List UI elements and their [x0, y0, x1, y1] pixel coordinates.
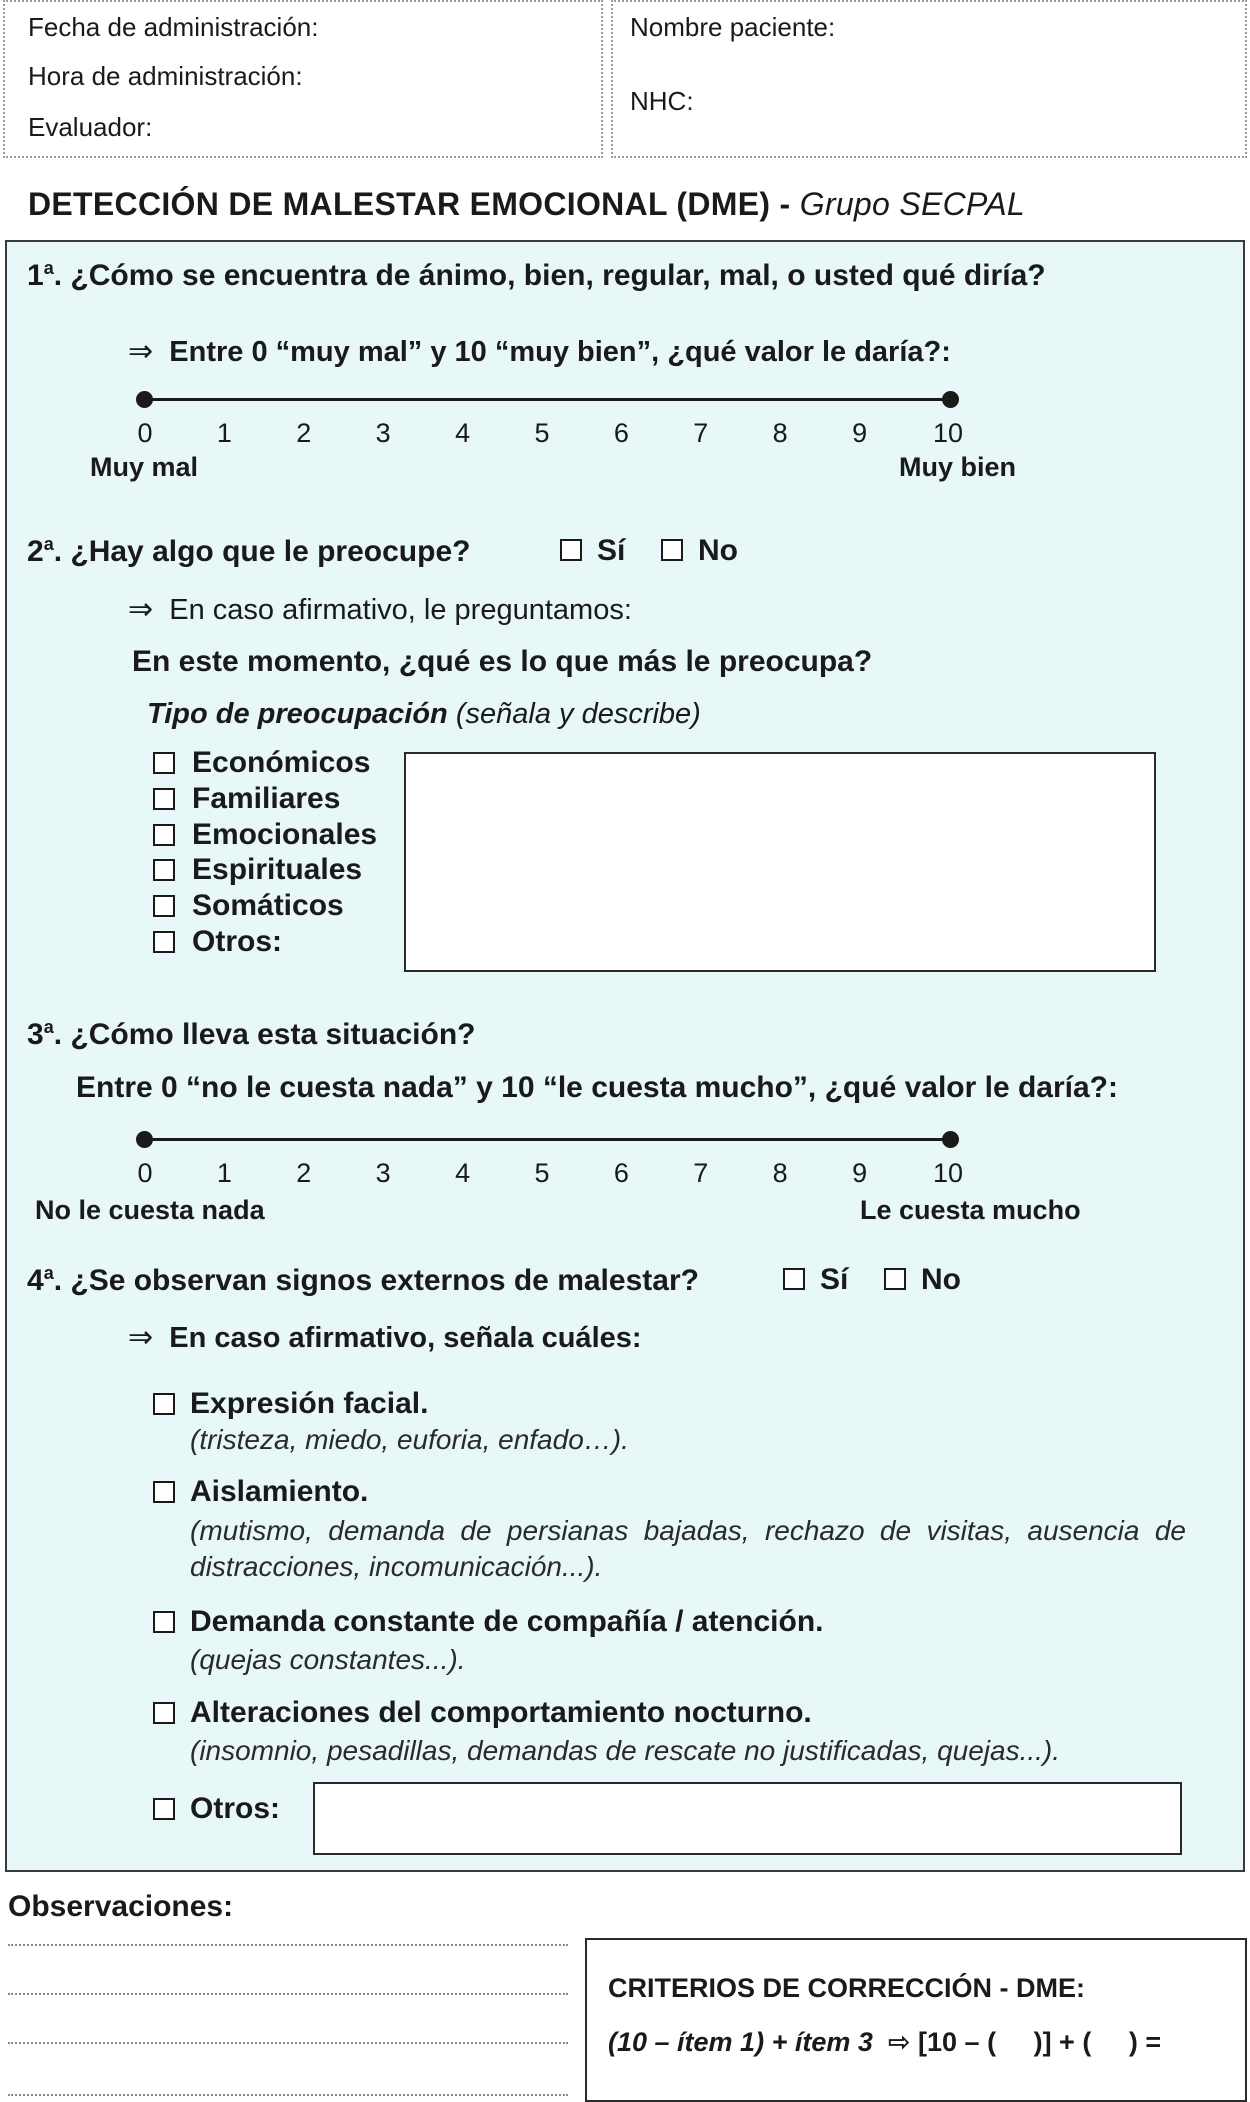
category-checkbox-3[interactable]: [153, 859, 175, 881]
sign-checkbox-expresion[interactable]: [153, 1393, 175, 1415]
q3-scale-tick-0[interactable]: 0: [137, 1158, 153, 1188]
category-label-4: Somáticos: [192, 889, 344, 922]
observaciones-line-1[interactable]: [8, 1944, 568, 1946]
category-label-0: Económicos: [192, 746, 371, 779]
q1-scale-tick-4[interactable]: 4: [455, 418, 471, 448]
q2-no-label: No: [698, 534, 738, 567]
q2-tipo-label: Tipo de preocupación (señala y describe): [147, 698, 701, 730]
q3-scale-tick-10[interactable]: 10: [932, 1158, 964, 1188]
q3-subquestion: Entre 0 “no le cuesta nada” y 10 “le cuesta mucho”, ¿qué valor le daría?:: [76, 1071, 1119, 1104]
q1-scale-tick-8[interactable]: 8: [772, 418, 788, 448]
q4-question: 4$^a$. ¿Se observan signos externos de malestar?: [27, 1263, 699, 1297]
category-checkbox-1[interactable]: [153, 788, 175, 810]
q1-scale-tick-6[interactable]: 6: [613, 418, 629, 448]
arrow-right-icon: ⇒: [128, 1321, 154, 1354]
q4-no-label: No: [921, 1263, 961, 1296]
otros-input[interactable]: [313, 1782, 1182, 1855]
sign-hint-demanda: (quejas constantes...).: [190, 1644, 466, 1675]
sign-checkbox-nocturno[interactable]: [153, 1702, 175, 1724]
sign-hint-nocturno: (insomnio, pesadillas, demandas de rescate no justificadas, quejas...).: [190, 1735, 1061, 1766]
sign-hint-expresion: (tristeza, miedo, euforia, enfado…).: [190, 1424, 629, 1455]
sign-hint-aislamiento: (mutismo, demanda de persianas bajadas, rechazo de visitas, ausencia de distracciones, incomunicación...).: [190, 1515, 1186, 1582]
q3-scale-tick-8[interactable]: 8: [772, 1158, 788, 1188]
nombre-paciente-label: Nombre paciente:: [630, 12, 836, 42]
arrow-right-icon: ⇨: [887, 2027, 911, 2057]
fecha-label: Fecha de administración:: [28, 12, 319, 42]
q4-yes-label: Sí: [820, 1263, 849, 1296]
category-label-1: Familiares: [192, 782, 341, 815]
q3-scale-tick-1[interactable]: 1: [216, 1158, 232, 1188]
q4-no-checkbox[interactable]: [884, 1268, 906, 1290]
q1-scale-tick-3[interactable]: 3: [375, 418, 391, 448]
sign-label-nocturno: Alteraciones del comportamiento nocturno.: [190, 1696, 812, 1729]
sign-label-expresion: Expresión facial.: [190, 1387, 429, 1420]
q1-scale-line: [145, 398, 951, 401]
criterios-box: [585, 1938, 1247, 2102]
q3-scale-tick-9[interactable]: 9: [852, 1158, 868, 1188]
arrow-right-icon: ⇒: [128, 335, 154, 368]
evaluador-label: Evaluador:: [28, 112, 153, 142]
q1-scale-tick-10[interactable]: 10: [932, 418, 964, 448]
category-label-3: Espirituales: [192, 853, 363, 886]
category-checkbox-4[interactable]: [153, 895, 175, 917]
title-group: Grupo SECPAL: [799, 186, 1026, 222]
observaciones-line-2[interactable]: [8, 1993, 568, 1995]
sign-checkbox-demanda[interactable]: [153, 1611, 175, 1633]
q1-subquestion: ⇒ Entre 0 “muy mal” y 10 “muy bien”, ¿qué valor le daría?:: [128, 335, 951, 368]
hora-label: Hora de administración:: [28, 61, 303, 91]
criterios-formula: (10 – ítem 1) + ítem 3 ⇨ [10 – ( )] + ( ) =: [608, 2027, 1162, 2057]
q2-describe-textarea[interactable]: [404, 752, 1156, 972]
q1-scale-tick-9[interactable]: 9: [852, 418, 868, 448]
q3-question: 3$^a$. ¿Cómo lleva esta situación?: [27, 1017, 476, 1051]
q1-question: 1$^a$. ¿Cómo se encuentra de ánimo, bien, regular, mal, o usted qué diría?: [27, 258, 1046, 292]
q1-right-label: Muy bien: [899, 452, 1017, 482]
q1-scale-tick-0[interactable]: 0: [137, 418, 153, 448]
q3-scale-tick-5[interactable]: 5: [534, 1158, 550, 1188]
category-label-5: Otros:: [192, 925, 282, 958]
category-label-2: Emocionales: [192, 818, 378, 851]
q3-scale-line: [145, 1138, 951, 1141]
q3-right-label: Le cuesta mucho: [860, 1195, 1081, 1225]
q2-yes-label: Sí: [597, 534, 626, 567]
sign-checkbox-otros[interactable]: [153, 1798, 175, 1820]
q2-yes-checkbox[interactable]: [560, 539, 582, 561]
q2-main-question: En este momento, ¿qué es lo que más le preocupa?: [132, 645, 873, 678]
q1-scale-tick-7[interactable]: 7: [693, 418, 709, 448]
q3-scale-start-dot: [136, 1131, 153, 1148]
q1-scale-tick-1[interactable]: 1: [216, 418, 232, 448]
category-checkbox-5[interactable]: [153, 931, 175, 953]
title-main: DETECCIÓN DE MALESTAR EMOCIONAL (DME) -: [28, 186, 800, 222]
q3-scale-tick-6[interactable]: 6: [613, 1158, 629, 1188]
q3-scale-tick-3[interactable]: 3: [375, 1158, 391, 1188]
q3-scale-end-dot: [942, 1131, 959, 1148]
q3-scale-tick-2[interactable]: 2: [296, 1158, 312, 1188]
nhc-label: NHC:: [630, 86, 694, 116]
q3-left-label: No le cuesta nada: [35, 1195, 265, 1225]
page-title: [28, 186, 1025, 223]
category-checkbox-0[interactable]: [153, 752, 175, 774]
criterios-title: CRITERIOS DE CORRECCIÓN - DME:: [608, 1973, 1086, 2003]
sign-label-aislamiento: Aislamiento.: [190, 1475, 369, 1508]
q1-left-label: Muy mal: [90, 452, 199, 482]
q2-followup: ⇒ En caso afirmativo, le preguntamos:: [128, 593, 632, 626]
sign-checkbox-aislamiento[interactable]: [153, 1481, 175, 1503]
q1-scale-start-dot: [136, 391, 153, 408]
q2-question: 2$^a$. ¿Hay algo que le preocupe?: [27, 534, 471, 568]
q4-yes-checkbox[interactable]: [783, 1268, 805, 1290]
observaciones-label: Observaciones:: [8, 1890, 234, 1923]
arrow-right-icon: ⇒: [128, 593, 154, 626]
observaciones-line-3[interactable]: [8, 2042, 568, 2044]
q3-scale-tick-4[interactable]: 4: [455, 1158, 471, 1188]
observaciones-line-4[interactable]: [8, 2094, 568, 2096]
sign-label-demanda: Demanda constante de compañía / atención.: [190, 1605, 824, 1638]
q1-scale-end-dot: [942, 391, 959, 408]
q4-followup: ⇒ En caso afirmativo, señala cuáles:: [128, 1321, 642, 1354]
q1-scale-tick-5[interactable]: 5: [534, 418, 550, 448]
q1-scale-tick-2[interactable]: 2: [296, 418, 312, 448]
q2-no-checkbox[interactable]: [661, 539, 683, 561]
category-checkbox-2[interactable]: [153, 824, 175, 846]
sign-label-otros: Otros:: [190, 1792, 280, 1825]
q3-scale-tick-7[interactable]: 7: [693, 1158, 709, 1188]
